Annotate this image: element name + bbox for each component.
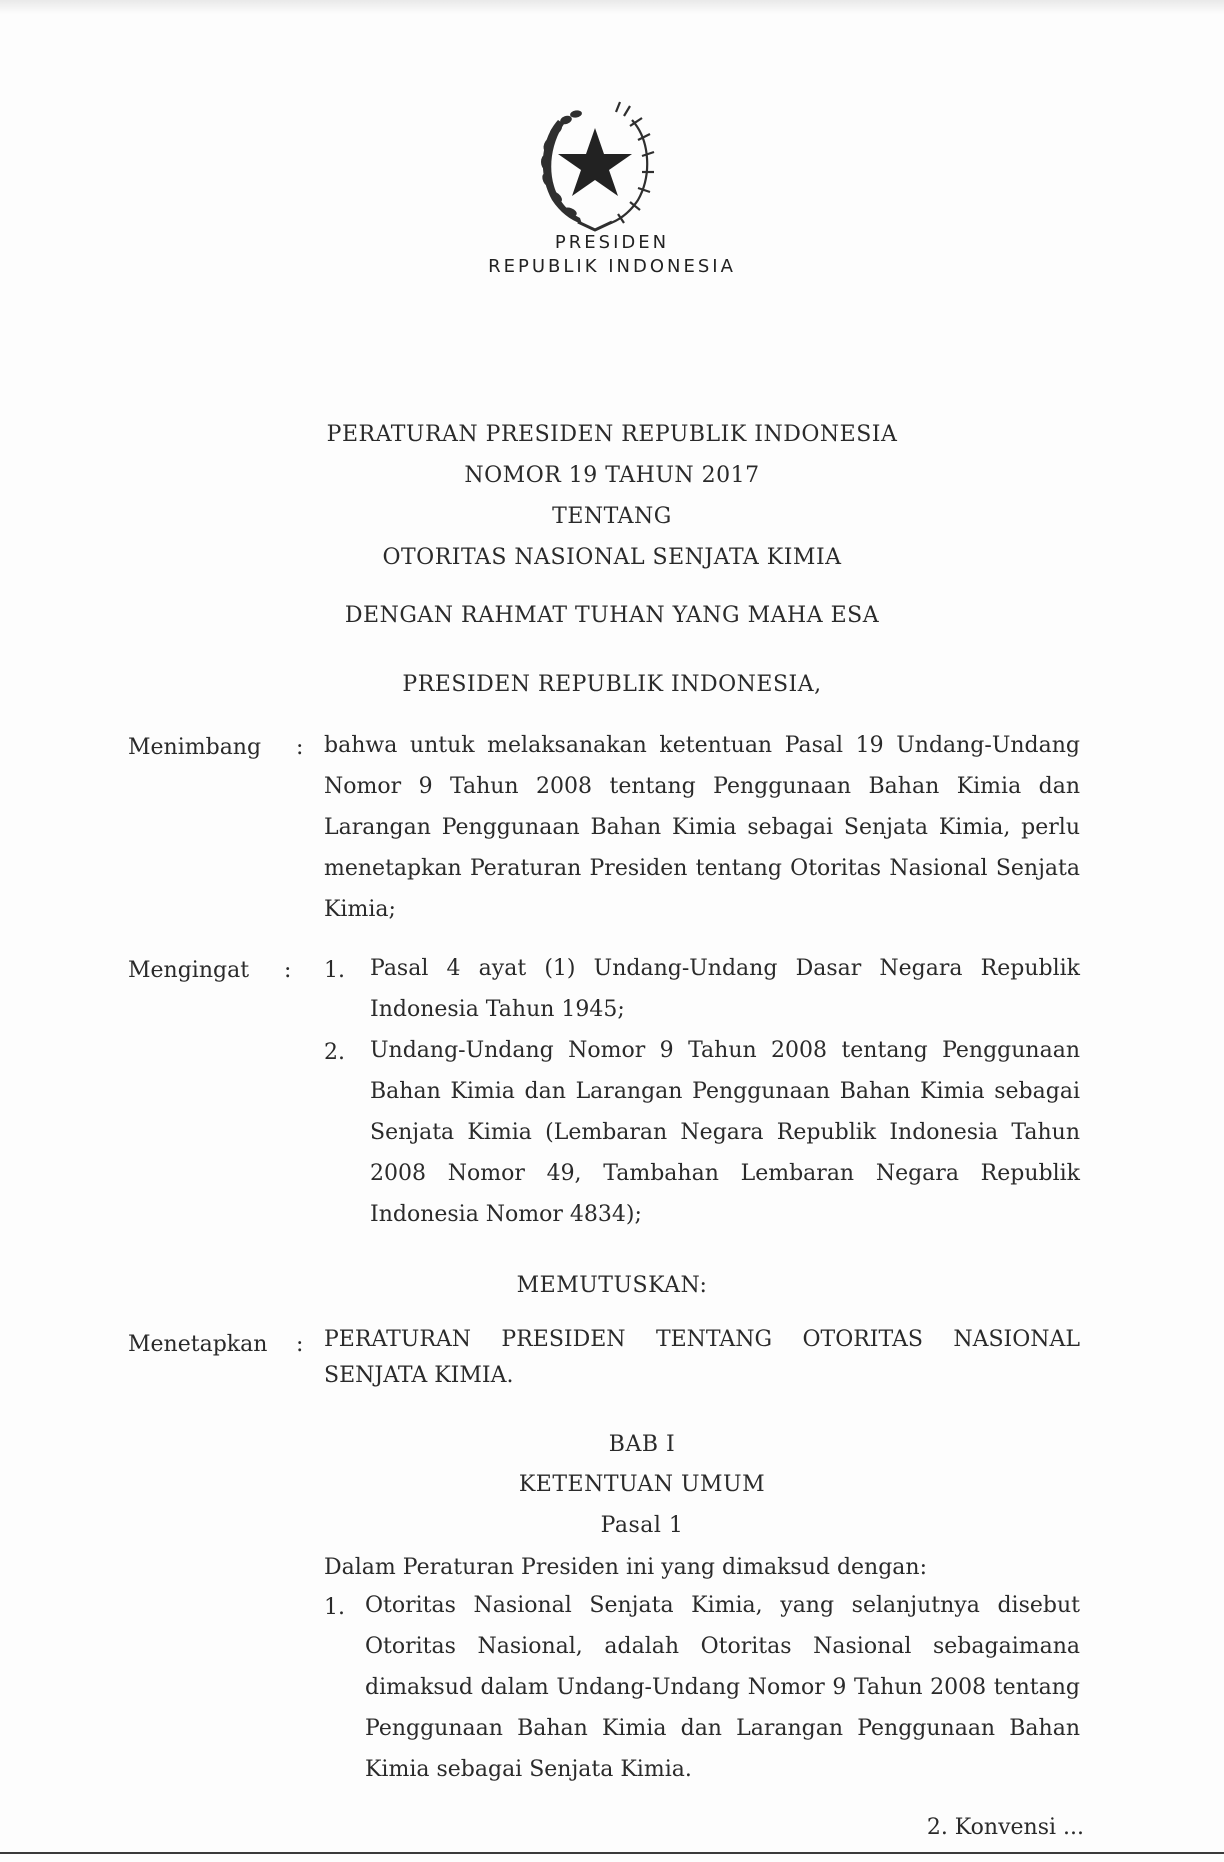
pasal1-intro: Dalam Peraturan Presiden ini yang dimaksud dengan: xyxy=(324,1555,928,1580)
regulation-title: PERATURAN PRESIDEN REPUBLIK INDONESIA xyxy=(326,422,898,447)
pasal-heading: Pasal 1 xyxy=(600,1513,684,1538)
menetapkan-label: Menetapkan xyxy=(128,1332,268,1357)
mengingat-item-2-text: Undang-Undang Nomor 9 Tahun 2008 tentang Penggunaan Bahan Kimia dan Larangan Penggunaan Bahan Kimia sebagai Senjata Kimia (Lembaran Negara Republik Indonesia Tahun 2008 Nomor 49, Tambahan Lembaran Negara Republik Indonesia Nomor 4834); xyxy=(370,1038,1080,1227)
regulation-subject: OTORITAS NASIONAL SENJATA KIMIA xyxy=(382,545,842,570)
mengingat-item-1-text: Pasal 4 ayat (1) Undang-Undang Dasar Negara Republik Indonesia Tahun 1945; xyxy=(370,956,1080,1022)
menimbang-colon: : xyxy=(296,735,304,760)
pasal1-item-1-number: 1. xyxy=(324,1595,345,1620)
scan-shadow-top xyxy=(0,0,1224,14)
header-president: PRESIDEN xyxy=(554,232,670,253)
bab-title: BAB I xyxy=(608,1432,676,1457)
mengingat-item-1-number: 1. xyxy=(324,958,345,983)
issuer: PRESIDEN REPUBLIK INDONESIA, xyxy=(402,672,822,697)
mengingat-label: Mengingat xyxy=(128,958,250,983)
star-wreath-emblem-icon xyxy=(520,90,670,240)
regulation-number: NOMOR 19 TAHUN 2017 xyxy=(464,463,760,488)
invocation: DENGAN RAHMAT TUHAN YANG MAHA ESA xyxy=(344,603,880,628)
menimbang-label: Menimbang xyxy=(128,735,262,760)
regulation-tentang: TENTANG xyxy=(552,504,672,529)
menetapkan-colon: : xyxy=(296,1332,304,1357)
header-republic: REPUBLIK INDONESIA xyxy=(488,256,736,277)
scan-edge-bottom xyxy=(0,1852,1224,1854)
next-page-marker: 2. Konvensi ... xyxy=(926,1815,1084,1840)
pasal1-item-1-text: Otoritas Nasional Senjata Kimia, yang selanjutnya disebut Otoritas Nasional, adalah Otoritas Nasional sebagaimana dimaksud dalam Undang-Undang Nomor 9 Tahun 2008 tentang Penggunaan Bahan Kimia dan Larangan Penggunaan Bahan Kimia sebagai Senjata Kimia. xyxy=(365,1593,1080,1782)
menimbang-text: bahwa untuk melaksanakan ketentuan Pasal 19 Undang-Undang Nomor 9 Tahun 2008 tentang Penggunaan Bahan Kimia dan Larangan Penggunaan Bahan Kimia sebagai Senjata Kimia, perlu menetapkan Peraturan Presiden tentang Otoritas Nasional Senjata Kimia; xyxy=(324,733,1080,922)
mengingat-colon: : xyxy=(284,958,292,983)
mengingat-item-2-number: 2. xyxy=(324,1040,345,1065)
bab-subtitle: KETENTUAN UMUM xyxy=(518,1472,766,1497)
memutuskan: MEMUTUSKAN: xyxy=(516,1273,708,1298)
menetapkan-text: PERATURAN PRESIDEN TENTANG OTORITAS NASIONAL SENJATA KIMIA. xyxy=(324,1327,1080,1388)
